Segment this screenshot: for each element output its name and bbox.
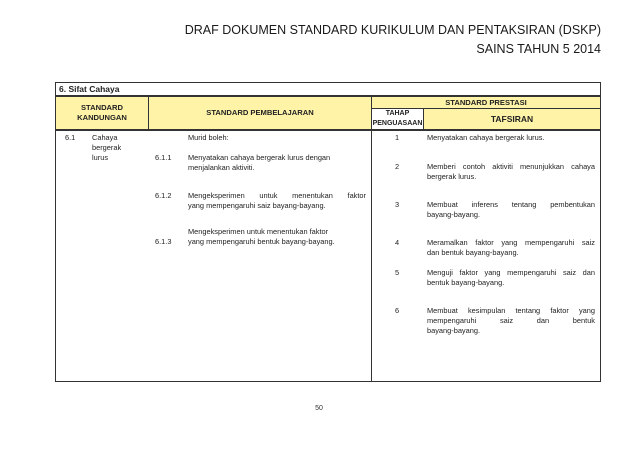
tp-line: dan bentuk bayang-bayang. [427,248,519,257]
sk-title-line3: lurus [92,153,109,162]
tp-level: 1 [395,133,400,142]
sp-item [188,153,366,173]
tp-description [427,268,595,288]
header-standard-kandungan-line1: STANDARD [80,103,124,112]
tp-level: 5 [395,268,400,277]
sp-item [188,191,366,211]
sp-line: Mengeksperimen untuk menentukan faktor [188,191,366,200]
tp-description [427,162,595,182]
tp-line: Membuat kesimpulan tentang faktor yang [427,306,595,315]
sk-number: 6.1 [65,133,76,142]
tp-description [427,200,595,220]
tp-description [427,238,595,258]
sp-line: yang mempengaruhi bentuk bayang-bayang. [188,237,335,246]
tp-level: 6 [395,306,400,315]
tp-level: 4 [395,238,400,247]
tp-level: 2 [395,162,400,171]
tp-line: Membuat inferens tentang pembentukan [427,200,595,209]
tp-line: bergerak lurus. [427,172,477,181]
tp-line: bayang-bayang. [427,210,481,219]
sp-line: yang mempengaruhi saiz bayang-bayang. [188,201,326,210]
sp-intro: Murid boleh: [188,133,229,142]
sp-line: Mengeksperimen untuk menentukan faktor [188,227,329,236]
tp-line: Memberi contoh aktiviti menunjukkan cahaya [427,162,595,171]
dskp-table [55,82,601,382]
header-standard-kandungan-line2: KANDUNGAN [77,113,127,122]
header-tahap-line2: PENGUASAAN [372,120,423,127]
tp-line: Meramalkan faktor yang mempengaruhi saiz [427,238,595,247]
header-tahap-line1: TAHAP [385,110,410,117]
column-divider [371,130,372,382]
tp-description [427,133,595,143]
section-title: 6. Sifat Cahaya [55,82,601,96]
header-tafsiran: TAFSIRAN [423,108,601,130]
tp-line: bentuk bayang-bayang. [427,278,505,287]
header-tahap-penguasaan [371,108,424,130]
header-standard-prestasi: STANDARD PRESTASI [371,96,601,109]
page-number: 50 [315,405,323,412]
sp-number: 6.1.2 [155,191,172,200]
sp-line: Menyatakan cahaya bergerak lurus dengan [188,153,331,162]
tp-line: Menyatakan cahaya bergerak lurus. [427,133,545,142]
tp-line: mempengaruhi saiz dan bentuk [427,316,595,325]
sp-item [188,227,366,247]
sp-number: 6.1.1 [155,153,172,162]
tp-line: bayang-bayang. [427,326,481,335]
tp-line: Menguji faktor yang mempengaruhi saiz dan [427,268,595,277]
sk-title-line2: bergerak [92,143,122,152]
document-subtitle: SAINS TAHUN 5 2014 [476,42,601,56]
header-standard-kandungan [55,96,149,130]
document-title: DRAF DOKUMEN STANDARD KURIKULUM DAN PENTAKSIRAN (DSKP) [184,23,601,37]
sp-line: menjalankan aktiviti. [188,163,255,172]
tp-level: 3 [395,200,400,209]
sk-title-line1: Cahaya [92,133,118,142]
tp-description [427,306,595,336]
sp-number: 6.1.3 [155,237,172,246]
header-standard-pembelajaran: STANDARD PEMBELAJARAN [148,96,372,130]
